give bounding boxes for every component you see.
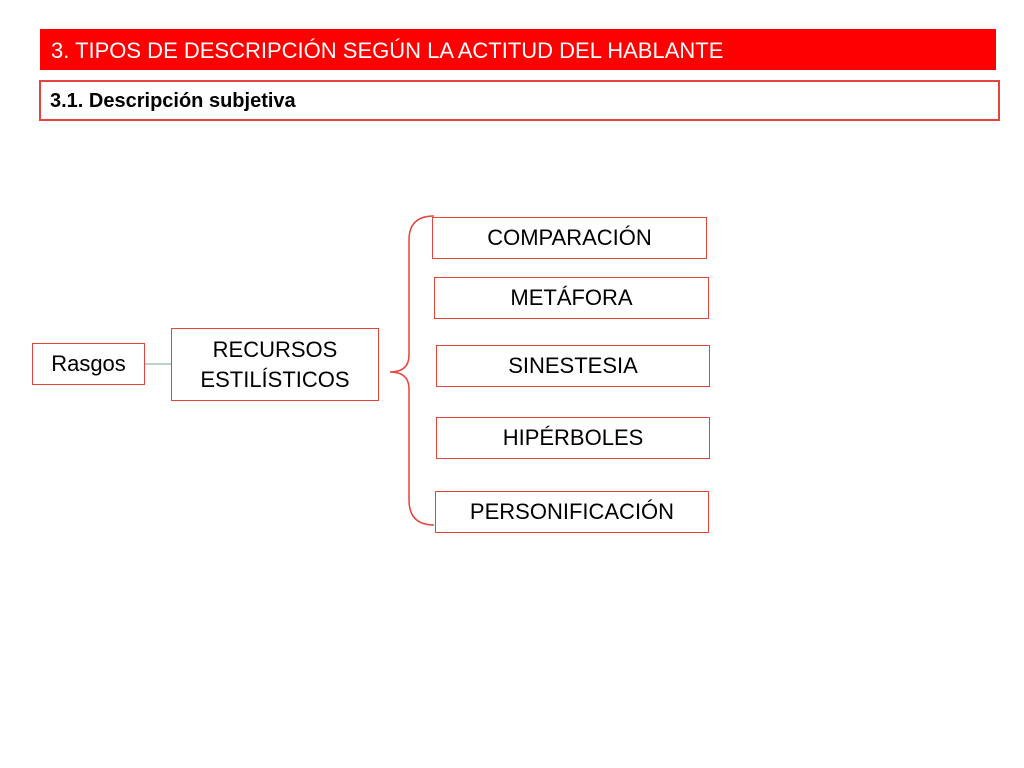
item-box-personificacion	[435, 491, 709, 533]
middle-box-recursos	[171, 328, 379, 401]
item-box-comparacion	[432, 217, 707, 259]
item-label: COMPARACIÓN	[487, 225, 652, 250]
root-label: Rasgos	[51, 351, 126, 376]
slide-subtitle: 3.1. Descripción subjetiva	[39, 80, 1000, 121]
item-box-hiperboles	[436, 417, 710, 459]
item-label: HIPÉRBOLES	[502, 425, 644, 450]
item-label: SINESTESIA	[508, 353, 638, 378]
item-label: METÁFORA	[510, 285, 633, 310]
item-label: PERSONIFICACIÓN	[469, 499, 675, 524]
middle-label: RECURSOS ESTILÍSTICOS	[200, 336, 350, 392]
bracket-connector	[390, 216, 434, 525]
item-box-metafora	[434, 277, 709, 319]
slide-title: 3. TIPOS DE DESCRIPCIÓN SEGÚN LA ACTITUD DEL HABLANTE	[40, 29, 996, 70]
item-box-sinestesia	[436, 345, 710, 387]
root-box-rasgos	[32, 343, 145, 385]
